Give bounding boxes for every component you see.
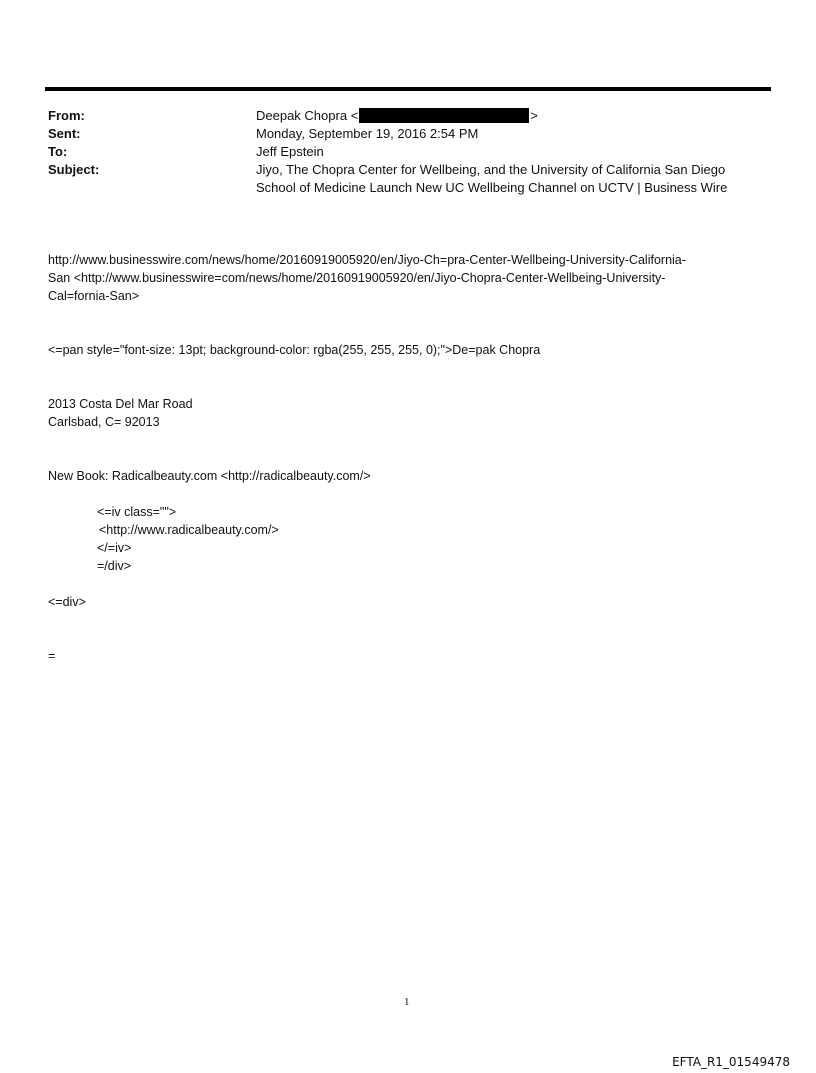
address-line-2: Carlsbad, C= 92013 [48, 415, 160, 429]
from-close-bracket: > [530, 108, 538, 123]
div-line-4: =/div> [97, 559, 132, 573]
equals-line: = [48, 649, 56, 663]
sent-value: Monday, September 19, 2016 2:54 PM [256, 126, 479, 141]
from-open-bracket: < [350, 108, 359, 123]
to-label: To: [48, 144, 68, 159]
url-line-2: San <http://www.businesswire=com/news/home/20160919005920/en/Jiyo-Chopra-Center-Wellbeing-University- [48, 271, 666, 285]
from-name: Deepak Chopra [256, 108, 348, 123]
url-line-3: Cal=fornia-San> [48, 289, 140, 303]
div-line-5: <=div> [48, 595, 86, 609]
div-line-1: <=iv class=""> [97, 505, 177, 519]
book-line: New Book: Radicalbeauty.com <http://radicalbeauty.com/> [48, 469, 371, 483]
span-line: <=pan style="font-size: 13pt; background-color: rgba(255, 255, 255, 0);">De=pak Chopra [48, 343, 541, 357]
to-value: Jeff Epstein [256, 144, 324, 159]
document-id: EFTA_R1_01549478 [672, 1055, 790, 1069]
div-line-2: <http://www.radicalbeauty.com/> [99, 523, 279, 537]
from-value [256, 107, 538, 125]
sent-label: Sent: [48, 126, 81, 141]
subject-label: Subject: [48, 162, 100, 177]
div-line-3: </=iv> [97, 541, 132, 555]
page-number: 1 [404, 996, 410, 1008]
from-label: From: [48, 108, 85, 123]
redaction-block [359, 108, 529, 123]
subject-line-1: Jiyo, The Chopra Center for Wellbeing, and the University of California San Diego [256, 162, 726, 177]
header-rule [45, 87, 771, 91]
address-line-1: 2013 Costa Del Mar Road [48, 397, 193, 411]
url-line-1: http://www.businesswire.com/news/home/20160919005920/en/Jiyo-Ch=pra-Center-Wellbeing-University-California- [48, 253, 686, 267]
subject-line-2: School of Medicine Launch New UC Wellbeing Channel on UCTV | Business Wire [256, 180, 728, 195]
